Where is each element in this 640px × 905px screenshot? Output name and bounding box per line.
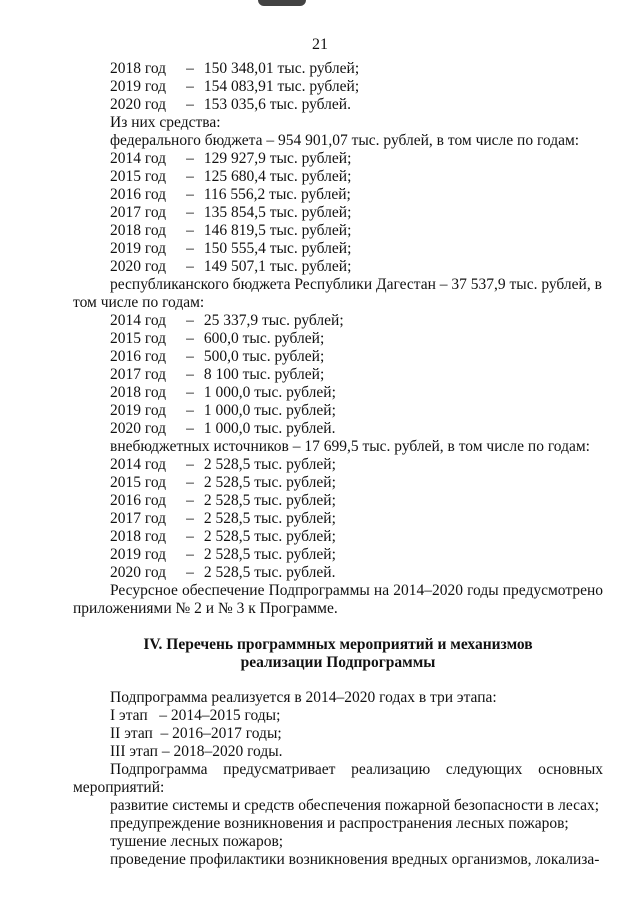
year-line: 2018 год – 150 348,01 тыс. рублей; xyxy=(110,60,360,77)
year-line: 2017 год – 8 100 тыс. рублей; xyxy=(110,366,325,383)
republic-intro-line2: том числе по годам: xyxy=(73,294,205,311)
year-line: 2015 год – 125 680,4 тыс. рублей; xyxy=(110,168,352,185)
year-line: 2018 год – 146 819,5 тыс. рублей; xyxy=(110,222,352,239)
measure-item: проведение профилактики возникновения вредных организмов, локализа- xyxy=(110,851,600,868)
year-line: 2015 год – 2 528,5 тыс. рублей; xyxy=(110,474,336,491)
federal-intro: федерального бюджета – 954 901,07 тыс. рублей, в том числе по годам: xyxy=(110,132,580,149)
year-line: 2015 год – 600,0 тыс. рублей; xyxy=(110,330,325,347)
year-line: 2014 год – 25 337,9 тыс. рублей; xyxy=(110,312,344,329)
year-line: 2018 год – 2 528,5 тыс. рублей; xyxy=(110,528,336,545)
year-line: 2020 год – 153 035,6 тыс. рублей. xyxy=(110,96,351,113)
year-line: 2019 год – 154 083,91 тыс. рублей; xyxy=(110,78,360,95)
measures-paragraph: Подпрограмма предусматривает реализацию следующих основных мероприятий: xyxy=(73,761,603,796)
year-line: 2017 год – 135 854,5 тыс. рублей; xyxy=(110,204,352,221)
section-heading-line1: IV. Перечень программных мероприятий и механизмов xyxy=(143,636,533,653)
year-line: 2014 год – 2 528,5 тыс. рублей; xyxy=(110,456,336,473)
stage-item: III этап – 2018–2020 годы. xyxy=(110,743,283,760)
year-line: 2019 год – 2 528,5 тыс. рублей; xyxy=(110,546,336,563)
year-line: 2014 год – 129 927,9 тыс. рублей; xyxy=(110,150,352,167)
document-body xyxy=(73,60,603,869)
scan-artifact xyxy=(258,0,306,6)
year-line: 2018 год – 1 000,0 тыс. рублей; xyxy=(110,384,336,401)
year-line: 2020 год – 149 507,1 тыс. рублей; xyxy=(110,258,352,275)
measure-item: предупреждение возникновения и распространения лесных пожаров; xyxy=(110,815,569,832)
year-line: 2020 год – 1 000,0 тыс. рублей. xyxy=(110,420,336,437)
republic-intro-line1: республиканского бюджета Республики Дагестан – 37 537,9 тыс. рублей, в xyxy=(110,276,602,293)
page-number: 21 xyxy=(312,36,328,53)
section-heading-line2: реализации Подпрограммы xyxy=(240,654,436,671)
resource-paragraph: Ресурсное обеспечение Подпрограммы на 2014–2020 годы предусмотрено приложениями № 2 и № 3 к Программе. xyxy=(73,582,603,617)
year-line: 2020 год – 2 528,5 тыс. рублей. xyxy=(110,564,336,581)
year-line: 2019 год – 150 555,4 тыс. рублей; xyxy=(110,240,352,257)
stage-item: I этап – 2014–2015 годы; xyxy=(110,707,281,724)
year-line: 2016 год – 116 556,2 тыс. рублей; xyxy=(110,186,351,203)
year-line: 2016 год – 500,0 тыс. рублей; xyxy=(110,348,325,365)
year-line: 2017 год – 2 528,5 тыс. рублей; xyxy=(110,510,336,527)
measure-item: тушение лесных пожаров; xyxy=(110,833,284,850)
year-line: 2019 год – 1 000,0 тыс. рублей; xyxy=(110,402,336,419)
measure-item: развитие системы и средств обеспечения пожарной безопасности в лесах; xyxy=(110,797,600,814)
stages-intro: Подпрограмма реализуется в 2014–2020 годах в три этапа: xyxy=(110,689,497,706)
extrabudget-intro: внебюджетных источников – 17 699,5 тыс. рублей, в том числе по годам: xyxy=(110,438,590,455)
year-line: 2016 год – 2 528,5 тыс. рублей; xyxy=(110,492,336,509)
stage-item: II этап – 2016–2017 годы; xyxy=(110,725,282,742)
of-them-label: Из них средства: xyxy=(110,114,221,131)
